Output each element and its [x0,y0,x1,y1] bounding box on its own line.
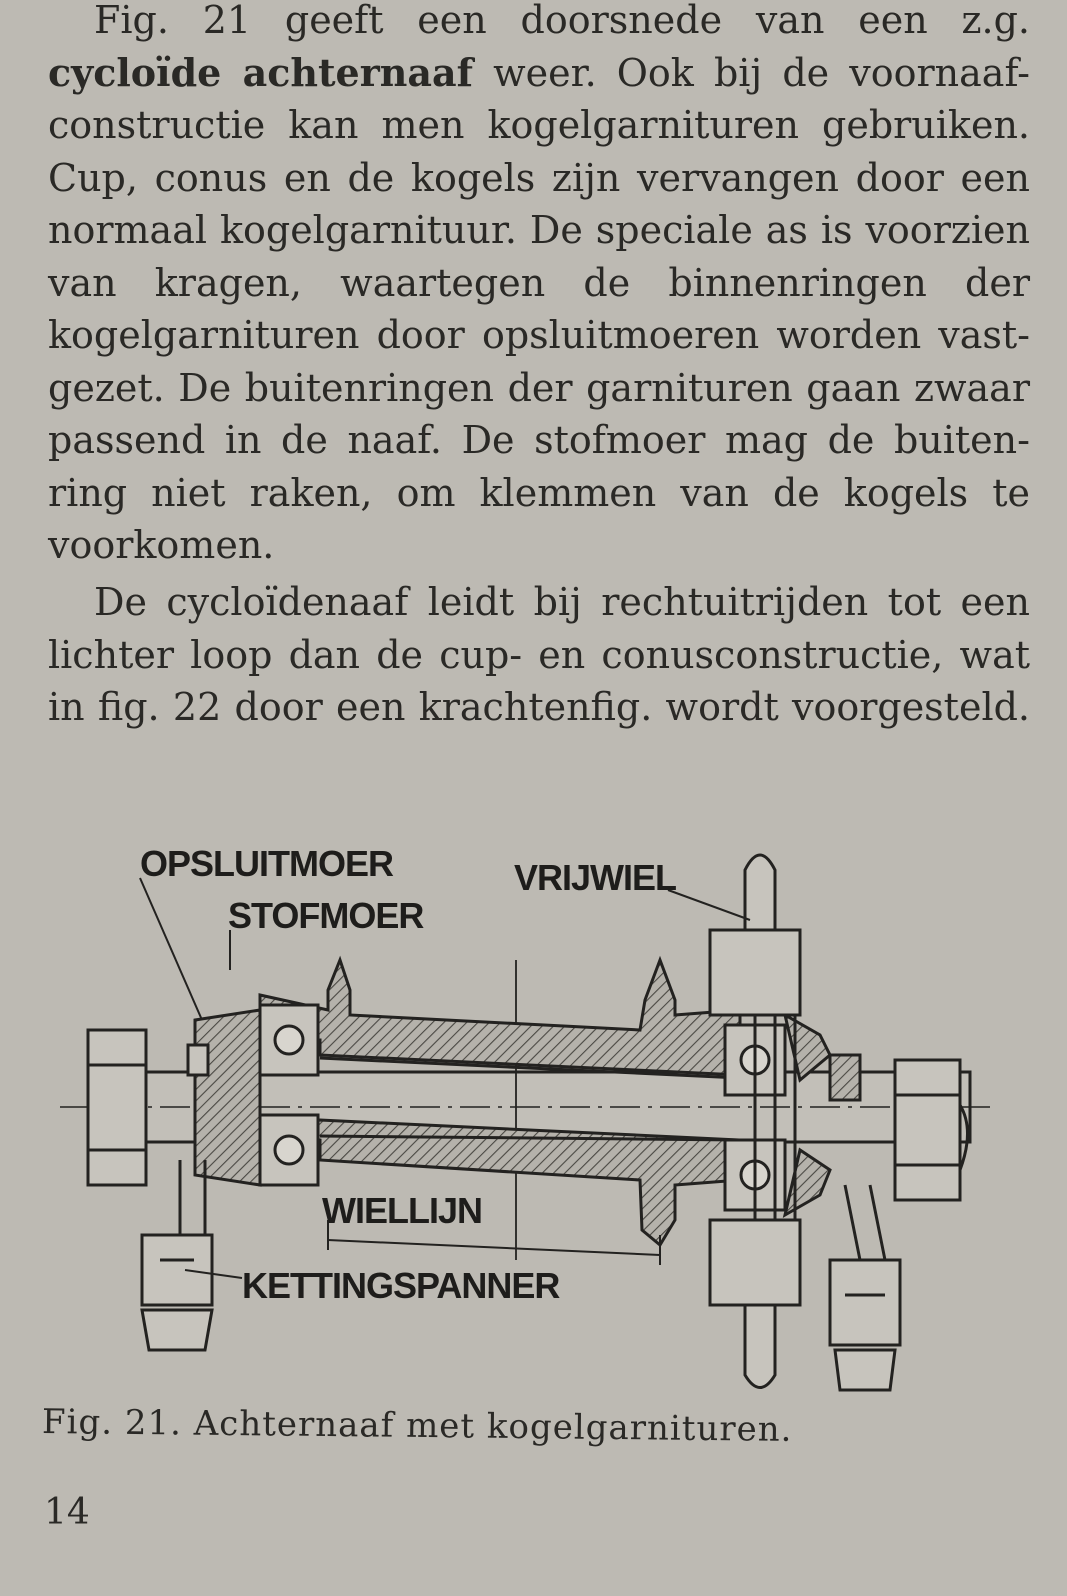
label-vrijwiel: VRIJWIEL [514,857,677,898]
text-line-rest: weer. Ook bij de voornaaf- [472,50,1030,95]
label-opsluitmoer: OPSLUITMOER [140,843,394,884]
text-line [48,47,1030,100]
left-chain-tensioner-nut [142,1235,212,1305]
label-wiellijn: WIELLIJN [322,1190,482,1231]
right-chain-tensioner-nut [830,1260,900,1345]
paragraph-2 [48,576,1030,734]
text-line: Cup, conus en de kogels zijn vervangen door een [48,155,1030,200]
text-line: voorkomen. [48,523,275,567]
text-line: passend in de naaf. De stofmoer mag de buiten- [48,418,1030,462]
page-number: 14 [44,1492,90,1533]
hub-drawing [60,840,1020,1420]
text-line: ring niet raken, om klemmen van de kogels te [48,470,1030,515]
text-line: kogelgarnituren door opsluitmoeren worden vast- [48,313,1030,357]
text-line: constructie kan men kogelgarnituren gebruiken. [48,103,1030,147]
paragraph-1 [48,0,1030,572]
figure-caption: Fig. 21. Achternaaf met kogelgarnituren. [41,1402,793,1450]
label-stofmoer: STOFMOER [228,895,424,936]
right-axle-nut [895,1060,960,1200]
text-line: in fig. 22 door een krachtenfig. wordt voorgesteld. [48,685,1030,729]
bold-term: cycloïde achternaaf [48,49,473,95]
text-line: De cycloïdenaaf leidt bij rechtuitrijden tot een [94,580,1030,624]
left-axle-nut [88,1030,146,1185]
text-line: gezet. De buitenringen der garnituren gaan zwaar [48,365,1030,410]
text-line: lichter loop dan de cup- en conusconstructie, wat [48,632,1030,677]
text-line: normaal kogelgarnituur. De speciale as is voorzien [48,208,1030,252]
left-dust-cap [195,1010,260,1185]
label-kettingspanner: KETTINGSPANNER [242,1265,560,1306]
text-line: van kragen, waartegen de binnenringen der [48,260,1030,305]
hub-cross-section-figure [60,840,1020,1420]
text-line: Fig. 21 geeft een doorsnede van een z.g. [94,0,1030,42]
